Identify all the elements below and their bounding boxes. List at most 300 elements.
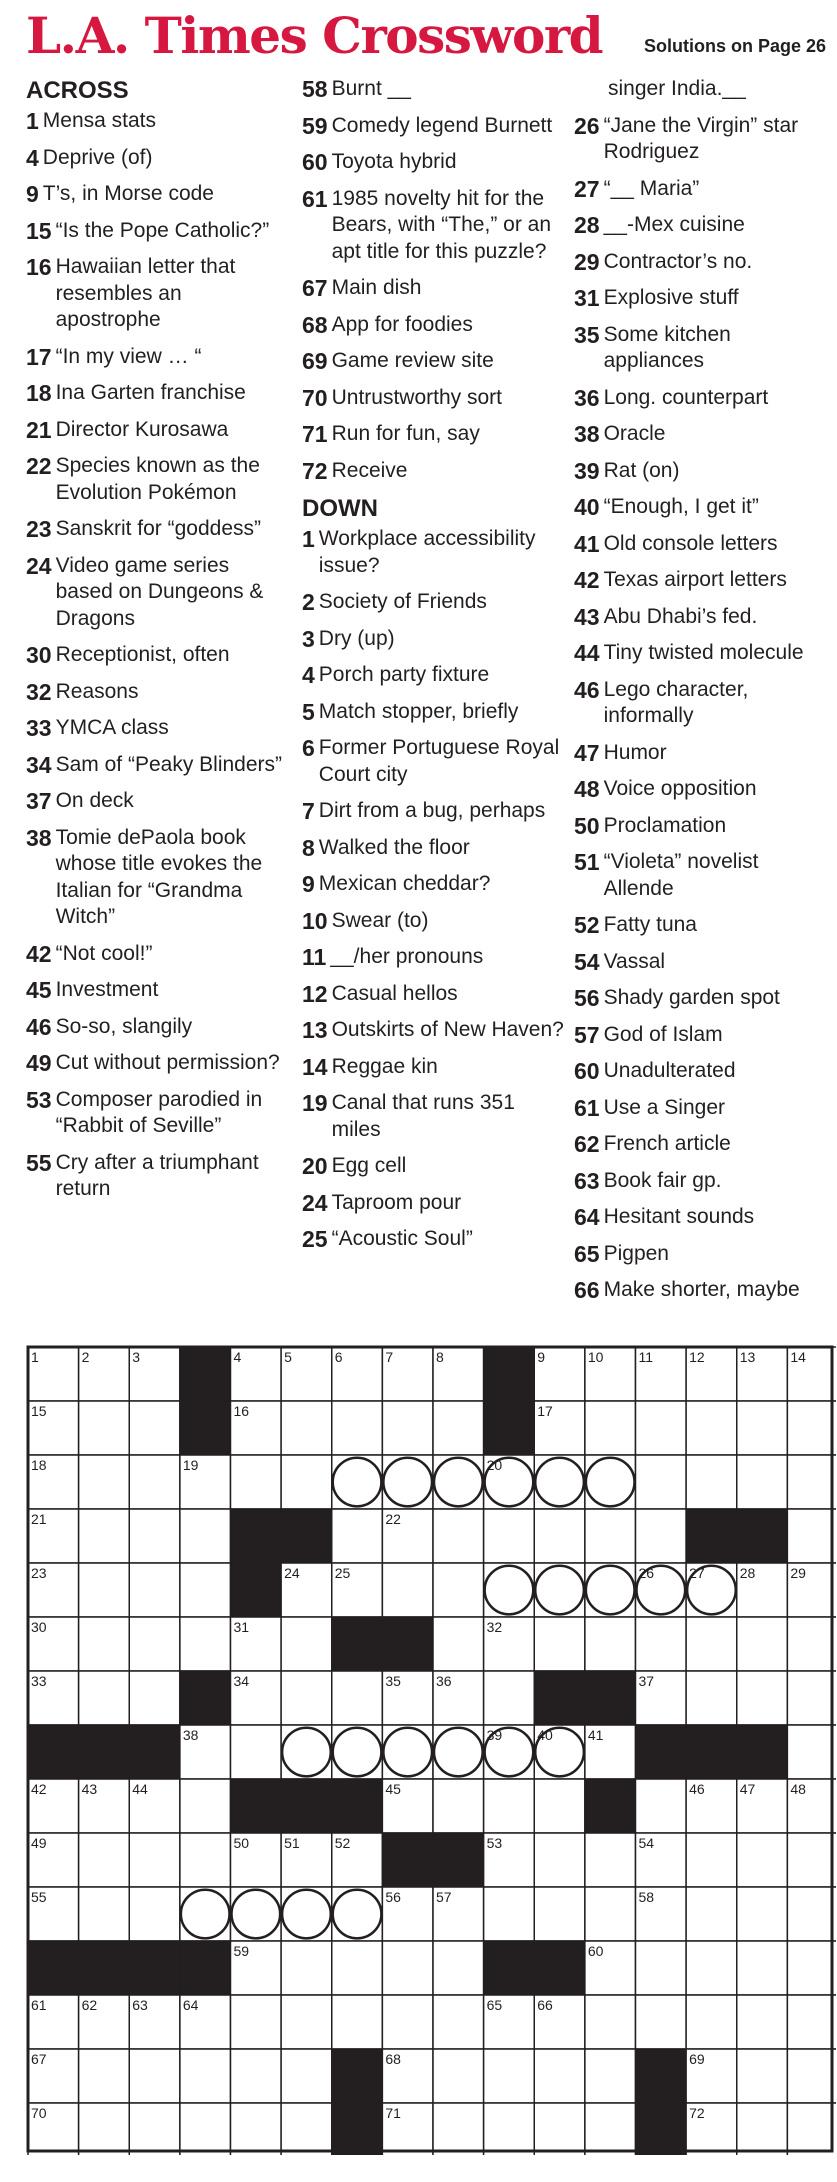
clue-text: Tomie dePaola book whose title evokes the Italian for “Grandma Witch” xyxy=(55,825,263,928)
clue-number: 12 xyxy=(302,980,328,1007)
grid-cell xyxy=(79,1671,130,1725)
grid-cell xyxy=(534,1779,585,1833)
clue-text: Receive xyxy=(331,458,408,482)
grid-cell xyxy=(433,1563,484,1617)
down-clue xyxy=(574,776,830,803)
grid-cell xyxy=(281,1887,332,1941)
across-clue xyxy=(302,149,564,176)
cell-number: 45 xyxy=(385,1781,401,1797)
grid-cell xyxy=(585,1455,636,1509)
cell-number: 25 xyxy=(334,1565,351,1581)
grid-cell xyxy=(534,1509,585,1563)
down-clue xyxy=(574,113,830,166)
clue-text: Long. counterpart xyxy=(603,385,769,409)
down-clue xyxy=(302,1054,564,1081)
grid-cell xyxy=(332,1401,383,1455)
clue-text: Burnt __ xyxy=(331,77,411,100)
page-title: L.A. Times Crossword xyxy=(26,6,603,65)
black-square xyxy=(534,1671,585,1725)
black-square xyxy=(28,1725,79,1779)
grid-cell xyxy=(433,1725,484,1779)
across-clue xyxy=(26,752,291,779)
grid-cell xyxy=(585,1833,636,1887)
clue-number: 38 xyxy=(574,421,600,447)
clue-number: 49 xyxy=(26,1050,52,1076)
grid-cell xyxy=(585,2103,636,2155)
cell-number: 15 xyxy=(31,1403,47,1419)
grid-cell xyxy=(79,1509,130,1563)
across-clue xyxy=(302,421,564,448)
grid-cell xyxy=(79,2049,130,2103)
cell-number: 30 xyxy=(31,1619,47,1635)
cell-number: 21 xyxy=(31,1511,47,1527)
grid-cell xyxy=(332,1509,383,1563)
grid-cell xyxy=(180,1563,231,1617)
clue-text: Oracle xyxy=(603,422,666,445)
cell-number: 10 xyxy=(587,1349,604,1365)
clue-number: 52 xyxy=(574,912,600,938)
across-clue xyxy=(26,181,291,208)
clue-number: 1 xyxy=(26,108,39,134)
grid-cell xyxy=(534,1617,585,1671)
cell-number: 59 xyxy=(233,1943,250,1959)
grid-cell xyxy=(534,1833,585,1887)
cell-number: 54 xyxy=(638,1835,655,1851)
clue-text: Walked the floor xyxy=(318,835,470,859)
clue-number: 10 xyxy=(302,907,328,934)
grid-cell xyxy=(129,1887,180,1941)
black-square xyxy=(180,1671,231,1725)
black-square xyxy=(129,1725,180,1779)
clue-text: Untrustworthy sort xyxy=(331,385,502,409)
clue-text: Mexican cheddar? xyxy=(318,872,491,895)
black-square xyxy=(737,1509,788,1563)
down-clue xyxy=(574,949,830,976)
grid-cell xyxy=(534,1887,585,1941)
grid-cell xyxy=(534,1455,585,1509)
grid-cell xyxy=(231,1995,282,2049)
clue-text: Some kitchen appliances xyxy=(603,322,731,372)
cell-number: 46 xyxy=(689,1781,705,1797)
clue-number: 33 xyxy=(26,715,52,741)
down-clue xyxy=(302,699,564,726)
cell-number: 41 xyxy=(587,1727,604,1743)
clue-text: Former Portuguese Royal Court city xyxy=(318,736,560,786)
across-clue xyxy=(26,344,291,371)
clue-number: 47 xyxy=(574,739,600,766)
down-clue xyxy=(302,1190,564,1217)
clue-number: 14 xyxy=(302,1053,328,1080)
grid-cell xyxy=(231,1887,282,1941)
grid-cell xyxy=(737,2049,788,2103)
clue-text: App for foodies xyxy=(331,312,473,336)
black-square xyxy=(382,1617,433,1671)
clue-text: Ina Garten franchise xyxy=(55,381,246,404)
clue-text: Voice opposition xyxy=(603,777,757,800)
clue-number: 70 xyxy=(302,384,328,411)
grid-cell xyxy=(636,1617,687,1671)
across-clue xyxy=(26,1014,291,1041)
grid-cell xyxy=(433,1941,484,1995)
clue-number: 69 xyxy=(302,348,328,374)
clue-text: “In my view … “ xyxy=(55,344,202,368)
cell-number: 72 xyxy=(689,2105,705,2121)
cell-number: 68 xyxy=(385,2051,401,2067)
black-square xyxy=(332,1617,383,1671)
down-clue xyxy=(574,285,830,312)
clue-number: 9 xyxy=(302,871,315,897)
clue-text: God of Islam xyxy=(603,1022,723,1046)
clue-number: 37 xyxy=(26,788,52,814)
grid-cell xyxy=(585,1887,636,1941)
clue-number: 48 xyxy=(574,776,600,802)
grid-cell xyxy=(79,1401,130,1455)
cell-number: 61 xyxy=(31,1997,47,2013)
black-square xyxy=(180,1401,231,1455)
clue-text: Cut without permission? xyxy=(55,1051,280,1074)
clue-number: 66 xyxy=(574,1277,600,1303)
grid-cell xyxy=(484,1887,535,1941)
down-clue xyxy=(574,1168,830,1195)
clue-number: 22 xyxy=(26,453,52,479)
cell-number: 17 xyxy=(537,1403,553,1419)
across-clue xyxy=(26,108,291,135)
grid-cell xyxy=(686,1671,737,1725)
down-clue xyxy=(574,1131,830,1158)
across-clue xyxy=(26,1150,291,1203)
across-clue xyxy=(26,218,291,245)
cell-number: 11 xyxy=(638,1349,654,1365)
down-clue xyxy=(302,835,564,862)
grid-cell xyxy=(534,2049,585,2103)
grid-cell xyxy=(281,1995,332,2049)
across-clue xyxy=(26,788,291,815)
grid-cell xyxy=(231,1455,282,1509)
clue-text: Outskirts of New Haven? xyxy=(331,1018,564,1041)
cell-number: 27 xyxy=(689,1565,705,1581)
clue-number: 21 xyxy=(26,416,52,443)
grid-cell xyxy=(180,1509,231,1563)
clue-text: Book fair gp. xyxy=(603,1168,722,1192)
grid-cell xyxy=(787,1671,836,1725)
black-square xyxy=(636,2049,687,2103)
cell-number: 2 xyxy=(81,1349,90,1365)
cell-number: 34 xyxy=(233,1673,250,1689)
clue-text: Toyota hybrid xyxy=(331,150,457,173)
clue-text: Hawaiian letter that resembles an apostrophe xyxy=(55,255,236,331)
grid-cell xyxy=(585,1401,636,1455)
down-clue xyxy=(302,944,564,971)
cell-number: 70 xyxy=(31,2105,47,2121)
cell-number: 67 xyxy=(31,2051,47,2067)
black-square xyxy=(332,1779,383,1833)
clue-text: Hesitant sounds xyxy=(603,1205,755,1228)
clue-text: Dry (up) xyxy=(318,626,395,650)
clue-text: T’s, in Morse code xyxy=(42,182,214,205)
grid-cell xyxy=(180,1617,231,1671)
black-square xyxy=(636,2103,687,2155)
clue-text: Make shorter, maybe xyxy=(603,1278,800,1301)
clue-text: Contractor’s no. xyxy=(603,249,753,273)
down-clue xyxy=(302,871,564,898)
grid-cell xyxy=(787,2049,836,2103)
clue-text: Taproom pour xyxy=(331,1190,462,1214)
across-clue xyxy=(302,312,564,339)
cell-number: 5 xyxy=(284,1349,292,1365)
clue-text: Mensa stats xyxy=(42,109,157,132)
clue-number: 26 xyxy=(574,112,600,139)
grid-cell xyxy=(787,2103,836,2155)
grid-cell xyxy=(129,1509,180,1563)
down-clue xyxy=(574,385,830,412)
down-clue xyxy=(574,1204,830,1231)
down-clue xyxy=(302,1017,564,1044)
clue-text: Tiny twisted molecule xyxy=(603,641,804,664)
down-clue xyxy=(302,1226,564,1253)
grid-cell xyxy=(585,1563,636,1617)
cell-number: 40 xyxy=(537,1727,553,1743)
clue-text: Shady garden spot xyxy=(603,986,780,1009)
black-square xyxy=(484,1401,535,1455)
black-square xyxy=(79,1725,130,1779)
clue-number: 62 xyxy=(574,1131,600,1157)
across-clue xyxy=(302,186,564,266)
across-clue xyxy=(26,642,291,669)
cell-number: 12 xyxy=(689,1349,705,1365)
down-clue xyxy=(574,912,830,939)
down-clue xyxy=(302,735,564,788)
grid-cell xyxy=(787,1833,836,1887)
cell-number: 22 xyxy=(385,1511,401,1527)
grid-cell xyxy=(737,1941,788,1995)
grid-cell xyxy=(484,1509,535,1563)
black-square xyxy=(585,1779,636,1833)
grid-cell xyxy=(382,1995,433,2049)
down-clue xyxy=(574,677,830,730)
cell-number: 60 xyxy=(587,1943,604,1959)
black-square xyxy=(332,2103,383,2155)
clue-number: 61 xyxy=(302,185,328,212)
clue-number: 60 xyxy=(574,1058,600,1084)
black-square xyxy=(281,1509,332,1563)
black-square xyxy=(332,2049,383,2103)
clues-column-2 xyxy=(302,76,564,1263)
cell-number: 50 xyxy=(233,1835,250,1851)
grid-cell xyxy=(787,1617,836,1671)
cell-number: 52 xyxy=(334,1835,351,1851)
clue-number: 9 xyxy=(26,181,39,207)
clue-number: 25 xyxy=(302,1226,328,1252)
page-header xyxy=(26,6,826,66)
grid-cell xyxy=(737,1617,788,1671)
across-clue xyxy=(26,417,291,444)
grid-cell xyxy=(129,1833,180,1887)
cell-number: 49 xyxy=(31,1835,47,1851)
across-clue xyxy=(302,385,564,412)
down-clue xyxy=(302,526,564,579)
grid-cell xyxy=(129,2103,180,2155)
clue-text: Reggae kin xyxy=(331,1054,438,1078)
down-clue xyxy=(574,813,830,840)
clue-number: 56 xyxy=(574,985,600,1011)
clue-number: 5 xyxy=(302,698,315,725)
clue-number: 67 xyxy=(302,275,328,301)
cell-number: 33 xyxy=(31,1673,47,1689)
grid-cell xyxy=(281,1617,332,1671)
grid-cell xyxy=(636,1509,687,1563)
down-clue xyxy=(302,908,564,935)
clue-text: Reasons xyxy=(55,679,139,703)
black-square xyxy=(129,1941,180,1995)
clue-text: Species known as the Evolution Pokémon xyxy=(55,454,260,504)
clues-column-3 xyxy=(574,76,830,1314)
clue-number: 4 xyxy=(26,144,39,171)
down-clue xyxy=(574,1095,830,1122)
clue-number: 24 xyxy=(302,1189,328,1216)
cell-number: 57 xyxy=(436,1889,452,1905)
clue-number: 18 xyxy=(26,380,52,406)
clue-text: Director Kurosawa xyxy=(55,417,229,441)
clues-column-1 xyxy=(26,76,291,1213)
clue-number: 3 xyxy=(302,625,315,652)
clue-number: 71 xyxy=(302,421,328,447)
clue-number: 63 xyxy=(574,1167,600,1194)
grid-cell xyxy=(79,1833,130,1887)
grid-cell xyxy=(231,1725,282,1779)
clue-number: 13 xyxy=(302,1017,328,1043)
down-clue xyxy=(302,1090,564,1143)
clue-text: “Jane the Virgin” star Rodriguez xyxy=(603,113,799,163)
grid-cell xyxy=(332,1725,383,1779)
down-clue xyxy=(574,249,830,276)
clue-text: Porch party fixture xyxy=(318,663,490,686)
down-clue xyxy=(574,421,830,448)
grid-cell xyxy=(231,2103,282,2155)
grid-cell xyxy=(281,2103,332,2155)
cell-number: 26 xyxy=(638,1565,655,1581)
cell-number: 62 xyxy=(81,1997,98,2013)
clue-text: Deprive (of) xyxy=(42,145,153,169)
clue-text: Video game series based on Dungeons & Dragons xyxy=(55,553,264,630)
clue-text: Sam of “Peaky Blinders” xyxy=(55,752,283,776)
grid-cell xyxy=(737,1833,788,1887)
clue-number: 16 xyxy=(26,254,52,280)
clue-text: Abu Dhabi’s fed. xyxy=(603,604,758,628)
down-clue xyxy=(302,626,564,653)
solutions-note: Solutions on Page 26 xyxy=(643,36,826,56)
grid-cell xyxy=(787,1995,836,2049)
grid-cell xyxy=(787,1401,836,1455)
clue-text: Texas airport letters xyxy=(603,568,787,591)
black-square xyxy=(231,1563,282,1617)
grid-cell xyxy=(585,1995,636,2049)
grid-cell xyxy=(79,1617,130,1671)
clue-text: Use a Singer xyxy=(603,1095,725,1119)
down-clue xyxy=(574,1241,830,1268)
grid-cell xyxy=(382,1563,433,1617)
clue-number: 72 xyxy=(302,457,328,484)
grid-cell xyxy=(636,1941,687,1995)
cell-number: 16 xyxy=(233,1403,250,1419)
grid-cell xyxy=(129,1563,180,1617)
clue-text: __-Mex cuisine xyxy=(603,213,745,236)
grid-cell xyxy=(585,1509,636,1563)
grid-cell xyxy=(787,1509,836,1563)
cell-number: 7 xyxy=(385,1349,394,1365)
cell-number: 55 xyxy=(31,1889,47,1905)
clue-text: “Is the Pope Catholic?” xyxy=(55,218,270,242)
grid-cell xyxy=(686,1995,737,2049)
cell-number: 20 xyxy=(486,1457,503,1473)
grid-cell xyxy=(382,1455,433,1509)
down-clue xyxy=(574,458,830,485)
clue-text: Dirt from a bug, perhaps xyxy=(318,799,546,822)
down-clue xyxy=(574,76,830,103)
grid-cell xyxy=(281,1401,332,1455)
grid-cell xyxy=(281,1725,332,1779)
clue-text: Explosive stuff xyxy=(603,286,739,309)
cell-number: 63 xyxy=(132,1997,148,2013)
crossword-grid xyxy=(26,1345,836,2155)
clue-text: Society of Friends xyxy=(318,590,487,613)
grid-cell xyxy=(534,2103,585,2155)
down-clue xyxy=(574,494,830,521)
across-clue xyxy=(26,553,291,633)
cell-number: 48 xyxy=(790,1781,806,1797)
black-square xyxy=(79,1941,130,1995)
grid-cell xyxy=(281,1455,332,1509)
cell-number: 47 xyxy=(739,1781,756,1797)
grid-cell xyxy=(180,2103,231,2155)
clue-number: 65 xyxy=(574,1240,600,1267)
cell-number: 18 xyxy=(31,1457,47,1473)
cell-number: 28 xyxy=(739,1565,756,1581)
clue-number: 59 xyxy=(302,112,328,139)
black-square xyxy=(534,1941,585,1995)
across-heading: ACROSS xyxy=(26,77,129,104)
grid-cell xyxy=(332,1941,383,1995)
cell-number: 64 xyxy=(182,1997,199,2013)
grid-cell xyxy=(382,1941,433,1995)
across-clue xyxy=(302,275,564,302)
grid-cell xyxy=(433,2103,484,2155)
across-clue xyxy=(26,825,291,931)
grid-cell xyxy=(332,1671,383,1725)
grid-cell xyxy=(686,1617,737,1671)
cell-number: 6 xyxy=(334,1349,343,1365)
cell-number: 4 xyxy=(233,1349,242,1365)
clue-text: Proclamation xyxy=(603,813,727,837)
grid-cell xyxy=(79,2103,130,2155)
down-clue xyxy=(302,798,564,825)
grid-cell xyxy=(484,2049,535,2103)
cell-number: 13 xyxy=(739,1349,756,1365)
clue-text: Canal that runs 351 miles xyxy=(331,1091,515,1141)
down-clue xyxy=(574,604,830,631)
across-clue xyxy=(26,1050,291,1077)
clue-text: Swear (to) xyxy=(331,908,429,932)
clue-text: On deck xyxy=(55,789,134,812)
grid-cell xyxy=(231,2049,282,2103)
down-clue xyxy=(574,1058,830,1085)
clue-text: Workplace accessibility issue? xyxy=(318,527,536,577)
down-clue xyxy=(574,740,830,767)
clue-number: 2 xyxy=(302,589,315,615)
cell-number: 1 xyxy=(31,1349,39,1365)
clue-text: singer India.__ xyxy=(608,77,746,100)
clue-text: Unadulterated xyxy=(603,1059,736,1082)
across-clue xyxy=(302,76,564,103)
